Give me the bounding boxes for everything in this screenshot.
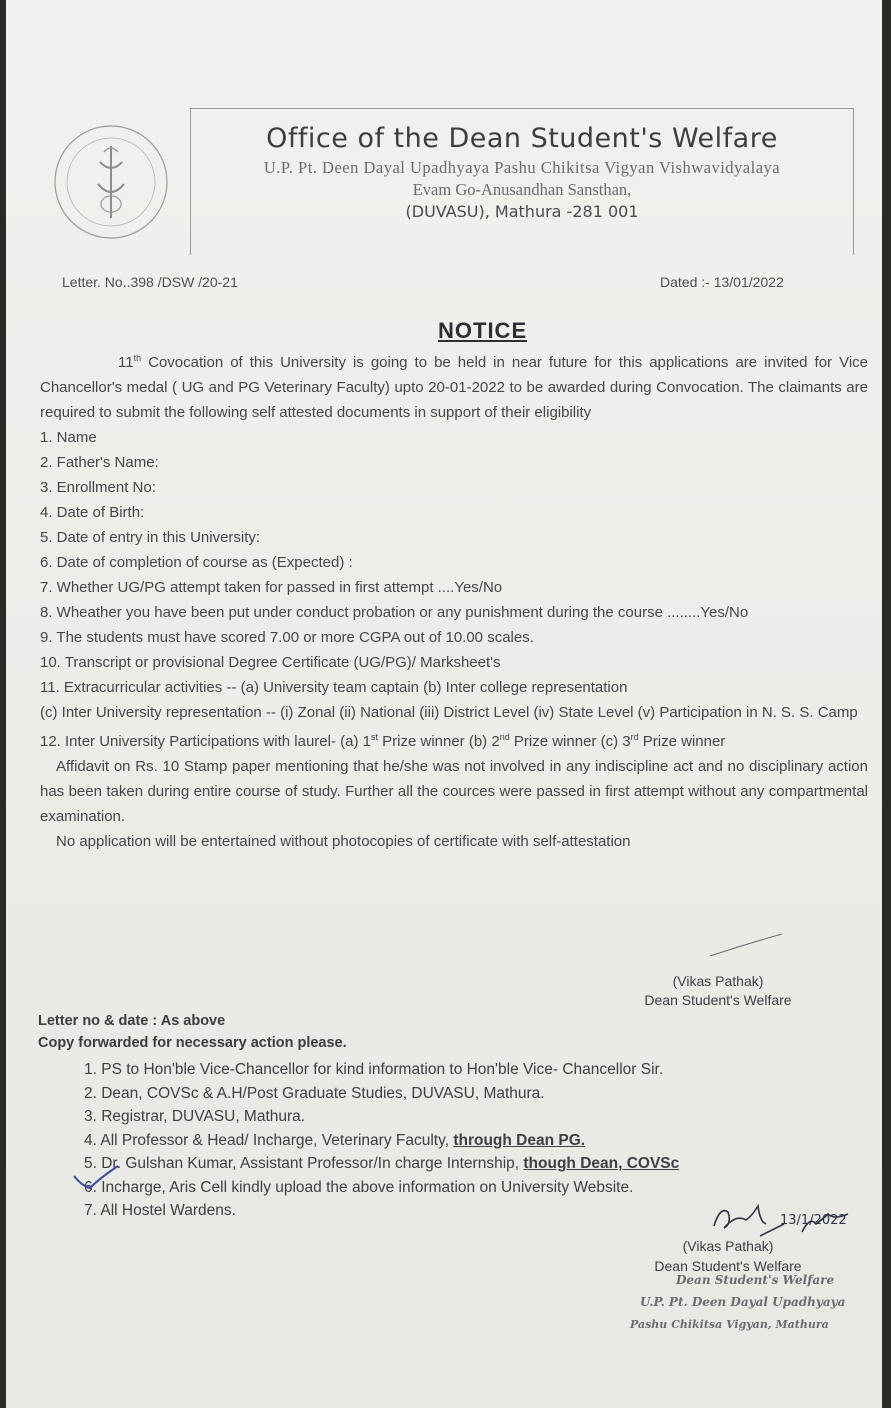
letterhead xyxy=(190,108,854,255)
document-page xyxy=(6,0,882,1408)
signatory-name-2: (Vikas Pathak) xyxy=(682,1238,774,1254)
university-name-cont: Evam Go-Anusandhan Sansthan, xyxy=(412,180,632,199)
letterhead-title: Office of the Dean Student's Welfare xyxy=(266,123,778,154)
svg-text:Dean Student's Welfare: Dean Student's Welfare xyxy=(676,1273,835,1287)
list-item: 1. Name xyxy=(40,429,97,446)
notice-body xyxy=(40,346,868,854)
university-address: (DUVASU), Mathura -281 001 xyxy=(405,202,639,221)
svg-text:U.P. Pt. Deen Dayal Upadhyaya: U.P. Pt. Deen Dayal Upadhyaya xyxy=(640,1295,846,1309)
recipient-item: 4. All Professor & Head/ Incharge, Veterinary Faculty, through Dean PG. xyxy=(84,1131,586,1149)
list-item: 11. Extracurricular activities -- (a) University team captain (b) Inter college representation xyxy=(40,679,628,696)
list-item: 5. Date of entry in this University: xyxy=(40,529,261,546)
letter-number: Letter. No..398 /DSW /20-21 xyxy=(62,274,238,290)
requirements-list xyxy=(40,425,868,700)
recipient-item: 6. Incharge, Aris Cell kindly upload the above information on University Website. xyxy=(84,1178,634,1196)
notice-intro: 11th Covocation of this University is going to be held in near future for this applications are invited for Vice Chancellor's medal ( UG and PG Veterinary Faculty) upto 20-01-2022 to be awarded during Convocation. The claimants are required to submit the following self attested documents in support of their eligibility xyxy=(40,353,868,421)
university-emblem-icon xyxy=(48,122,174,242)
signatory-designation: Dean Student's Welfare xyxy=(644,992,792,1008)
svg-text:Pashu Chikitsa Vigyan, Mathura: Pashu Chikitsa Vigyan, Mathura xyxy=(630,1318,829,1331)
signatory-block xyxy=(618,972,818,1010)
closing-text: No application will be entertained without photocopies of certificate with self-attestation xyxy=(56,833,631,850)
list-item: 8. Wheather you have been put under conduct probation or any punishment during the course ........Yes/No xyxy=(40,604,749,621)
list-item: 9. The students must have scored 7.00 or more CGPA out of 10.00 scales. xyxy=(40,629,534,646)
signatory-designation-2: Dean Student's Welfare xyxy=(654,1258,802,1274)
list-item: 6. Date of completion of course as (Expected) : xyxy=(40,554,353,571)
affidavit-text: Affidavit on Rs. 10 Stamp paper mentioning that he/she was not involved in any indiscipline act and no disciplinary action has been taken during entire course of study. Further all the cources were passed in first attempt without any compartmental examination. xyxy=(40,758,868,825)
recipient-item: 7. All Hostel Wardens. xyxy=(84,1202,236,1219)
recipient-item: 3. Registrar, DUVASU, Mathura. xyxy=(84,1108,306,1125)
university-name: U.P. Pt. Deen Dayal Upadhyaya Pashu Chikitsa Vigyan Vishwavidyalaya xyxy=(263,158,781,177)
copy-forwarded-section xyxy=(38,1010,868,1223)
recipient-item: 2. Dean, COVSc & A.H/Post Graduate Studies, DUVASU, Mathura. xyxy=(84,1084,545,1102)
list-item: 3. Enrollment No: xyxy=(40,479,156,496)
signature-stroke xyxy=(706,930,786,960)
copy-forward-line: Copy forwarded for necessary action please. xyxy=(38,1035,347,1051)
letter-date: Dated :- 13/01/2022 xyxy=(660,274,784,290)
list-item: 4. Date of Birth: xyxy=(40,504,145,521)
signature-date: 13/1/2022 xyxy=(780,1213,847,1228)
list-item: (c) Inter University representation -- (i) Zonal (ii) National (iii) District Level (iv) State Level (v) Participation in N. S. S. Camp xyxy=(40,704,858,721)
list-item: 7. Whether UG/PG attempt taken for passed in first attempt ....Yes/No xyxy=(40,579,503,596)
copy-reference: Letter no & date : As above xyxy=(38,1013,226,1029)
list-item: 12. Inter University Participations with laurel- (a) 1st Prize winner (b) 2nd Prize winner (c) 3rd Prize winner xyxy=(40,732,726,750)
recipient-item: 1. PS to Hon'ble Vice-Chancellor for kind information to Hon'ble Vice- Chancellor Sir. xyxy=(84,1061,664,1078)
notice-heading: NOTICE xyxy=(438,318,528,343)
signatory-name: (Vikas Pathak) xyxy=(672,973,764,989)
list-item: 2. Father's Name: xyxy=(40,454,159,471)
recipient-item: 5. Dr. Gulshan Kumar, Assistant Professor/In charge Internship, though Dean, COVSc xyxy=(84,1155,680,1172)
checkmark-icon xyxy=(70,1164,130,1192)
official-stamp xyxy=(626,1268,866,1338)
list-item: 10. Transcript or provisional Degree Certificate (UG/PG)/ Marksheet's xyxy=(40,654,501,671)
